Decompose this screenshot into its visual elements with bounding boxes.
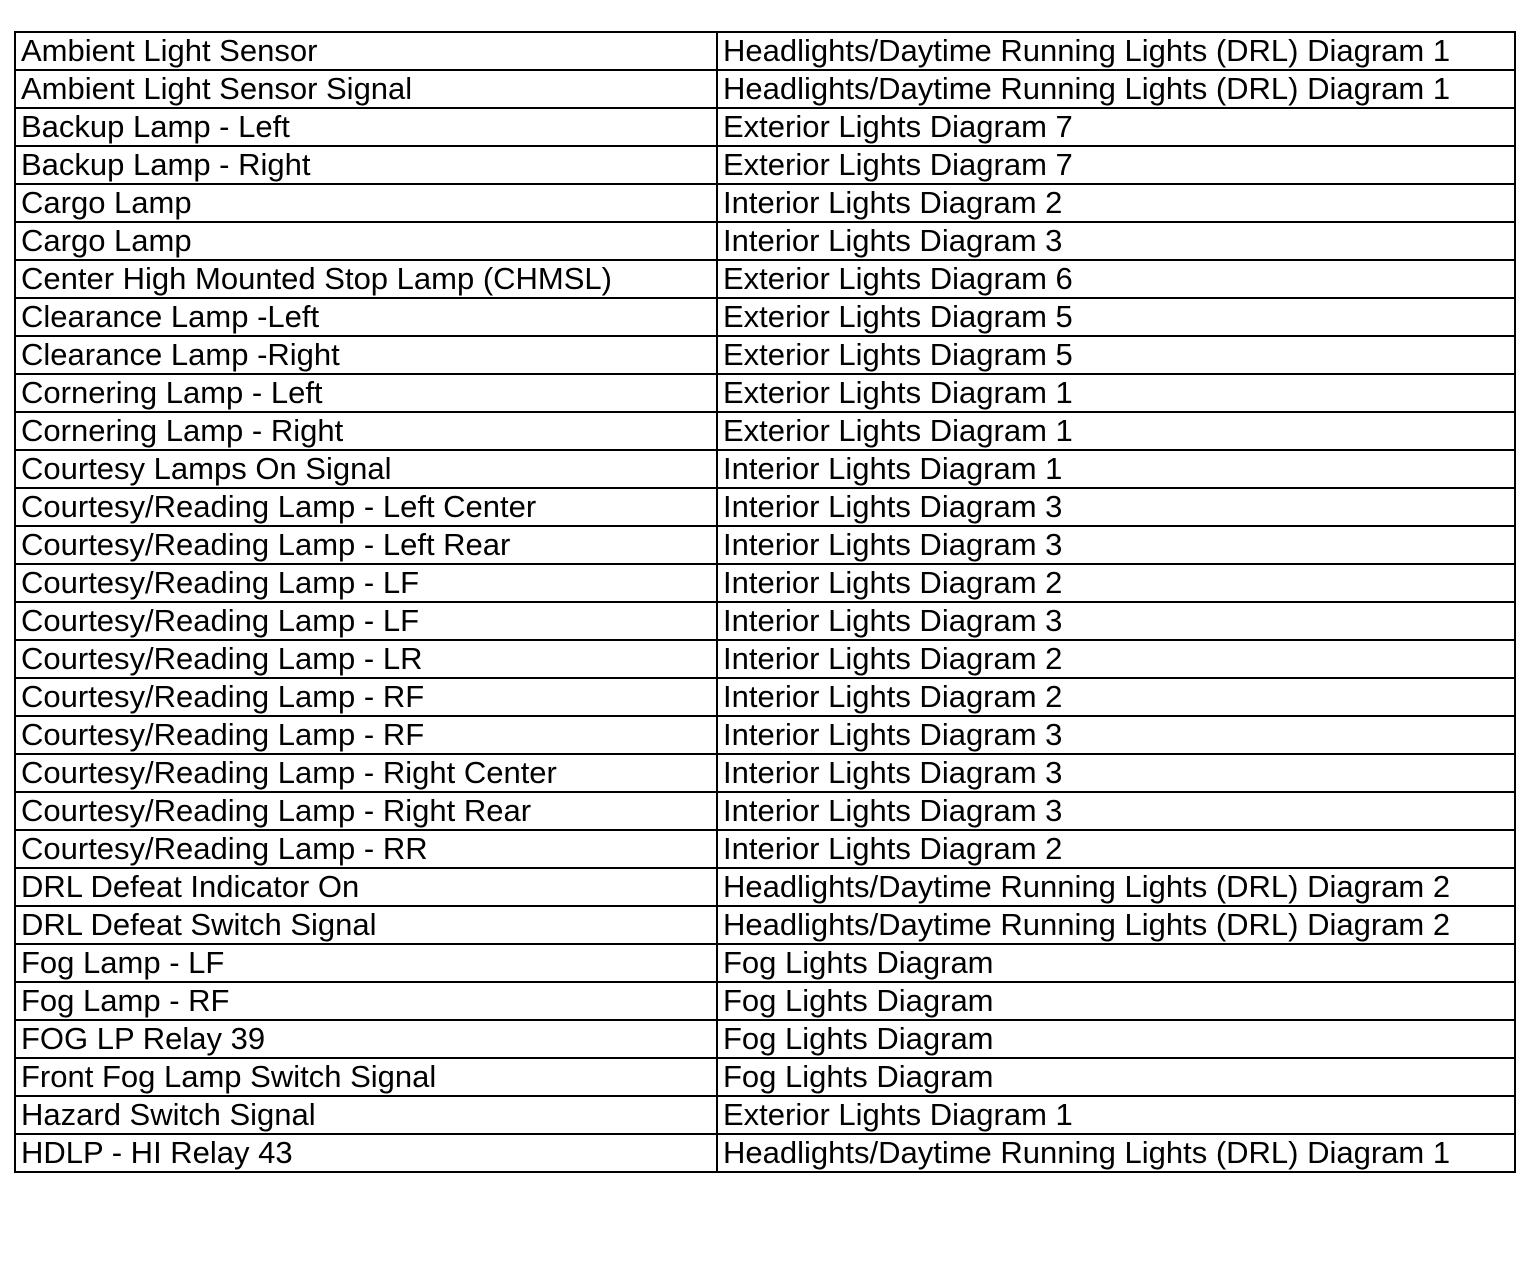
diagram-cell: Exterior Lights Diagram 5 xyxy=(717,336,1515,374)
component-cell: Ambient Light Sensor xyxy=(15,32,717,70)
diagram-cell: Exterior Lights Diagram 7 xyxy=(717,108,1515,146)
table-row xyxy=(15,906,1515,944)
component-cell: Courtesy/Reading Lamp - Left Center xyxy=(15,488,717,526)
table-row xyxy=(15,374,1515,412)
table-row xyxy=(15,488,1515,526)
component-cell: DRL Defeat Switch Signal xyxy=(15,906,717,944)
table-row xyxy=(15,716,1515,754)
table-row xyxy=(15,982,1515,1020)
table-row xyxy=(15,260,1515,298)
diagram-cell: Exterior Lights Diagram 1 xyxy=(717,374,1515,412)
diagram-cell: Interior Lights Diagram 3 xyxy=(717,488,1515,526)
diagram-cell: Interior Lights Diagram 3 xyxy=(717,222,1515,260)
component-cell: FOG LP Relay 39 xyxy=(15,1020,717,1058)
table-row xyxy=(15,1058,1515,1096)
table-row xyxy=(15,564,1515,602)
table-row xyxy=(15,944,1515,982)
component-cell: Clearance Lamp -Left xyxy=(15,298,717,336)
diagram-cell: Interior Lights Diagram 3 xyxy=(717,754,1515,792)
component-cell: Cargo Lamp xyxy=(15,222,717,260)
table-row xyxy=(15,184,1515,222)
diagram-cell: Fog Lights Diagram xyxy=(717,1020,1515,1058)
table-row xyxy=(15,412,1515,450)
diagram-cell: Interior Lights Diagram 2 xyxy=(717,830,1515,868)
component-cell: Courtesy Lamps On Signal xyxy=(15,450,717,488)
diagram-cell: Interior Lights Diagram 2 xyxy=(717,640,1515,678)
component-cell: Ambient Light Sensor Signal xyxy=(15,70,717,108)
diagram-cell: Interior Lights Diagram 2 xyxy=(717,564,1515,602)
component-cell: Courtesy/Reading Lamp - LR xyxy=(15,640,717,678)
table-row xyxy=(15,526,1515,564)
diagram-cell: Exterior Lights Diagram 6 xyxy=(717,260,1515,298)
diagram-cell: Headlights/Daytime Running Lights (DRL) Diagram 1 xyxy=(717,70,1515,108)
component-cell: Cargo Lamp xyxy=(15,184,717,222)
table-row xyxy=(15,336,1515,374)
diagram-cell: Fog Lights Diagram xyxy=(717,982,1515,1020)
table-row xyxy=(15,602,1515,640)
component-diagram-table xyxy=(14,31,1516,1173)
table-row xyxy=(15,32,1515,70)
component-cell: Fog Lamp - LF xyxy=(15,944,717,982)
diagram-cell: Fog Lights Diagram xyxy=(717,944,1515,982)
table-row xyxy=(15,640,1515,678)
component-cell: HDLP - HI Relay 43 xyxy=(15,1134,717,1172)
component-cell: Hazard Switch Signal xyxy=(15,1096,717,1134)
table-row xyxy=(15,222,1515,260)
table-row xyxy=(15,298,1515,336)
table-row xyxy=(15,108,1515,146)
component-cell: Center High Mounted Stop Lamp (CHMSL) xyxy=(15,260,717,298)
component-cell: Backup Lamp - Right xyxy=(15,146,717,184)
diagram-cell: Interior Lights Diagram 3 xyxy=(717,792,1515,830)
component-cell: Courtesy/Reading Lamp - RF xyxy=(15,716,717,754)
component-cell: Courtesy/Reading Lamp - RR xyxy=(15,830,717,868)
component-cell: Courtesy/Reading Lamp - LF xyxy=(15,564,717,602)
diagram-cell: Exterior Lights Diagram 1 xyxy=(717,1096,1515,1134)
table-row xyxy=(15,868,1515,906)
diagram-cell: Interior Lights Diagram 3 xyxy=(717,602,1515,640)
component-cell: Clearance Lamp -Right xyxy=(15,336,717,374)
component-cell: Backup Lamp - Left xyxy=(15,108,717,146)
diagram-cell: Exterior Lights Diagram 5 xyxy=(717,298,1515,336)
table-row xyxy=(15,1096,1515,1134)
component-cell: Courtesy/Reading Lamp - Right Rear xyxy=(15,792,717,830)
diagram-cell: Interior Lights Diagram 1 xyxy=(717,450,1515,488)
component-cell: Courtesy/Reading Lamp - LF xyxy=(15,602,717,640)
component-cell: Courtesy/Reading Lamp - RF xyxy=(15,678,717,716)
diagram-cell: Headlights/Daytime Running Lights (DRL) Diagram 1 xyxy=(717,32,1515,70)
diagram-cell: Fog Lights Diagram xyxy=(717,1058,1515,1096)
diagram-cell: Headlights/Daytime Running Lights (DRL) Diagram 2 xyxy=(717,868,1515,906)
table-row xyxy=(15,792,1515,830)
table-row xyxy=(15,678,1515,716)
component-cell: Fog Lamp - RF xyxy=(15,982,717,1020)
diagram-cell: Headlights/Daytime Running Lights (DRL) Diagram 2 xyxy=(717,906,1515,944)
diagram-cell: Interior Lights Diagram 3 xyxy=(717,716,1515,754)
diagram-cell: Interior Lights Diagram 2 xyxy=(717,678,1515,716)
table-row xyxy=(15,1134,1515,1172)
table-row xyxy=(15,754,1515,792)
component-cell: Front Fog Lamp Switch Signal xyxy=(15,1058,717,1096)
diagram-cell: Interior Lights Diagram 3 xyxy=(717,526,1515,564)
table-row xyxy=(15,70,1515,108)
diagram-cell: Exterior Lights Diagram 7 xyxy=(717,146,1515,184)
component-cell: DRL Defeat Indicator On xyxy=(15,868,717,906)
table-row xyxy=(15,1020,1515,1058)
table-row xyxy=(15,450,1515,488)
table-row xyxy=(15,830,1515,868)
diagram-cell: Interior Lights Diagram 2 xyxy=(717,184,1515,222)
component-cell: Cornering Lamp - Right xyxy=(15,412,717,450)
table-row xyxy=(15,146,1515,184)
diagram-cell: Exterior Lights Diagram 1 xyxy=(717,412,1515,450)
table-body xyxy=(15,32,1515,1172)
component-cell: Cornering Lamp - Left xyxy=(15,374,717,412)
diagram-cell: Headlights/Daytime Running Lights (DRL) Diagram 1 xyxy=(717,1134,1515,1172)
component-cell: Courtesy/Reading Lamp - Right Center xyxy=(15,754,717,792)
component-cell: Courtesy/Reading Lamp - Left Rear xyxy=(15,526,717,564)
